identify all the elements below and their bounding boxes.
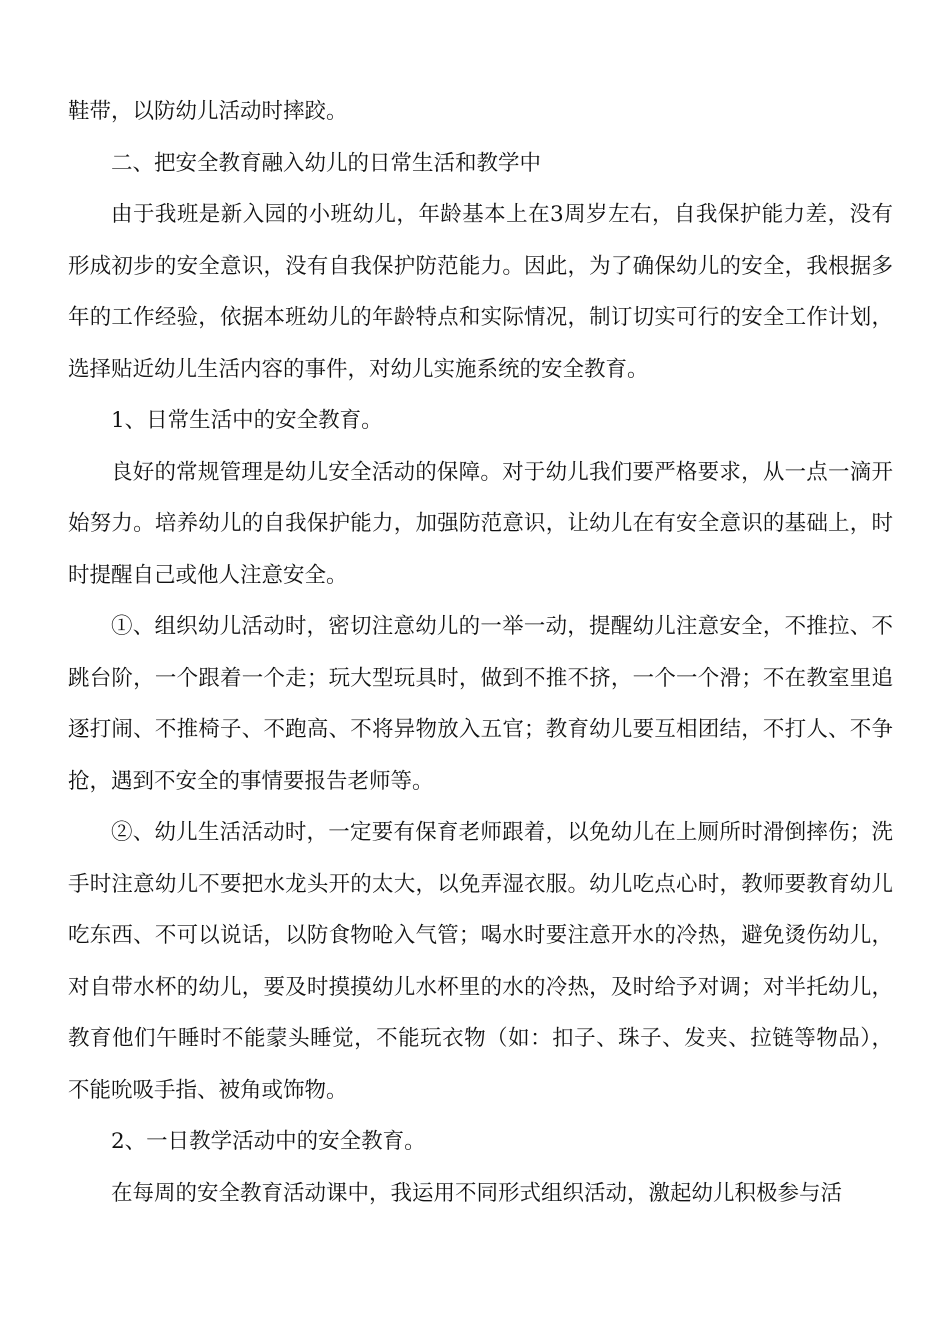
document-page — [68, 86, 893, 1219]
paragraph-item-2: ②、幼儿生活活动时，一定要有保育老师跟着，以免幼儿在上厕所时滑倒摔伤；洗手时注意幼儿不要把水龙头开的太大，以免弄湿衣服。幼儿吃点心时，教师要教育幼儿吃东西、不可以说话，以防食物呛入气管；喝水时要注意开水的冷热，避免烫伤幼儿，对自带水杯的幼儿，要及时摸摸幼儿水杯里的水的冷热，及时给予对调；对半托幼儿，教育他们午睡时不能蒙头睡觉，不能玩衣物（如：扣子、珠子、发夹、拉链等物品），不能吮吸手指、被角或饰物。 — [68, 820, 893, 1103]
paragraph-item-1: ①、组织幼儿活动时，密切注意幼儿的一举一动，提醒幼儿注意安全，不推拉、不跳台阶，一个跟着一个走；玩大型玩具时，做到不推不挤，一个一个滑；不在教室里追逐打闹、不推椅子、不跑高、不将异物放入五官；教育幼儿要互相团结，不打人、不争抢，遇到不安全的事情要报告老师等。 — [68, 614, 893, 794]
paragraph-continuation: 鞋带，以防幼儿活动时摔跤。 — [68, 99, 348, 124]
subheading-teaching-activities: 2、一日教学活动中的安全教育。 — [111, 1129, 426, 1154]
paragraph-routine-management: 良好的常规管理是幼儿安全活动的保障。对于幼儿我们要严格要求，从一点一滴开始努力。培养幼儿的自我保护能力，加强防范意识，让幼儿在有安全意识的基础上，时时提醒自己或他人注意安全。 — [68, 459, 893, 588]
paragraph-weekly-lessons: 在每周的安全教育活动课中，我运用不同形式组织活动，激起幼儿积极参与活 — [111, 1180, 843, 1206]
paragraph-intro: 由于我班是新入园的小班幼儿，年龄基本上在3周岁左右，自我保护能力差，没有形成初步的安全意识，没有自我保护防范能力。因此，为了确保幼儿的安全，我根据多年的工作经验，依据本班幼儿的年龄特点和实际情况，制订切实可行的安全工作计划，选择贴近幼儿生活内容的事件，对幼儿实施系统的安全教育。 — [68, 202, 893, 382]
subheading-daily-life: 1、日常生活中的安全教育。 — [111, 408, 383, 433]
section-heading-2: 二、把安全教育融入幼儿的日常生活和教学中 — [111, 150, 542, 176]
